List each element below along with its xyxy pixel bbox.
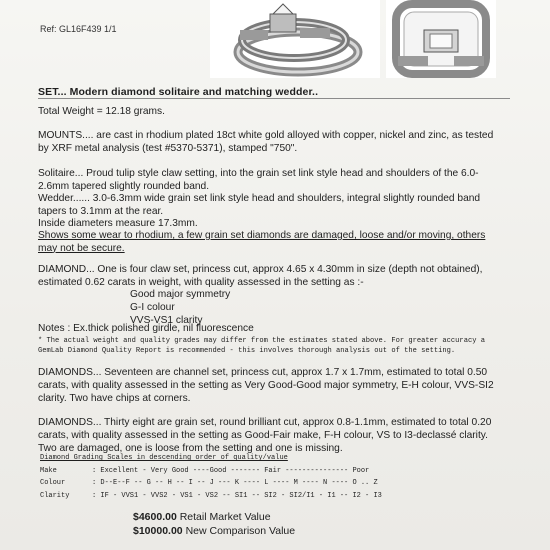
scale-label: Colour (40, 479, 66, 487)
solitaire-paragraph: Solitaire... Proud tulip style claw setting, into the grain set link style head and shoulders of the 6.0-2.6mm tapered slightly rounded band. (38, 168, 479, 192)
scale-label: Make (40, 466, 57, 475)
quality-list (38, 289, 550, 327)
ring-photo-top (386, 0, 496, 78)
wear-note: Shows some wear to rhodium, a few grain set diamonds are damaged, loose and/or moving, others may not be secure. (38, 230, 486, 254)
valuation-prices (133, 511, 295, 538)
ring-top-image (386, 0, 496, 78)
grain-diamonds-paragraph: DIAMONDS... Thirty eight are grain set, round brilliant cut, approx 0.8-1.1mm, estimated to total 0.20 carats, with quality assessed in the setting as Good-Fair make, F-H colour, VS to I3-declassé clarity. Two are damaged, one is loose from the setting and one is missing. (38, 417, 492, 454)
scale-row-make (40, 465, 510, 478)
grading-scales-heading: Diamond Grading Scales in descending order of quality/value (40, 454, 288, 462)
wedder-paragraph: Wedder...... 3.0-6.3mm wide grain set link style head and shoulders, integral slightly rounded band tapers to 3.1mm at the rear. (38, 193, 481, 217)
mounts-paragraph: MOUNTS.... are cast in rhodium plated 18ct white gold alloyed with copper, nickel and zinc, as tested by XRF metal analysis (test #5370-5371), stamped "750". (38, 130, 494, 154)
title-divider (38, 98, 510, 99)
notes-line: Notes : Ex.thick polished girdle, nil fluorescence (38, 323, 254, 334)
diamond-solitaire-paragraph: DIAMOND... One is four claw set, princess cut, approx 4.65 x 4.30mm in size (depth not obtained), estimated 0.62 carats in weight, with quality assessed in the setting as :- (38, 264, 483, 288)
total-weight: Total Weight = 12.18 grams. (38, 106, 165, 117)
ring-side-image (210, 0, 380, 78)
grading-scales (40, 452, 510, 502)
channel-diamonds-paragraph: DIAMONDS... Seventeen are channel set, princess cut, approx 1.7 x 1.7mm, estimated to total 0.50 carats, with quality assessed in the setting as Very Good-Good major symmetry, E-H colour, VVS-SI2 clarity. Two have chips at corners. (38, 367, 494, 404)
scale-value: : IF - VVS1 - VVS2 - VS1 - VS2 -- SI1 -- SI2 - SI2/I1 - I1 -- I2 - I3 (92, 491, 382, 500)
scale-label: Clarity (40, 491, 70, 500)
comparison-value-line (133, 525, 295, 539)
scale-row-clarity (40, 490, 510, 503)
scale-value: : D--E--F -- G -- H -- I -- J --- K ---- L ---- M ---- N ---- O .. Z (92, 479, 378, 487)
scale-row-colour (40, 477, 510, 490)
disclaimer: * The actual weight and quality grades may differ from the estimates stated above. For greater accuracy a GemLab Diamond Quality Report is recommended - this involves thorough analysis out of the setting. (38, 337, 485, 355)
reference-number: Ref: GL16F439 1/1 (40, 24, 117, 34)
comparison-amount: $10000.00 (133, 524, 183, 537)
comparison-label: New Comparison Value (185, 524, 296, 537)
quality-colour: G-I colour (130, 301, 175, 313)
retail-value-line (133, 511, 295, 525)
quality-symmetry: Good major symmetry (130, 289, 231, 300)
quality-clarity: VVS-VS1 clarity (130, 314, 203, 326)
retail-amount: $4600.00 (133, 511, 177, 523)
inside-diameters: Inside diameters measure 17.3mm. (38, 218, 198, 229)
retail-label: Retail Market Value (179, 511, 271, 523)
set-title: SET... Modern diamond solitaire and matching wedder.. (38, 86, 319, 98)
scale-value: : Excellent - Very Good ----Good ------- Fair --------------- Poor (92, 466, 370, 475)
ring-photo-side (210, 0, 380, 78)
